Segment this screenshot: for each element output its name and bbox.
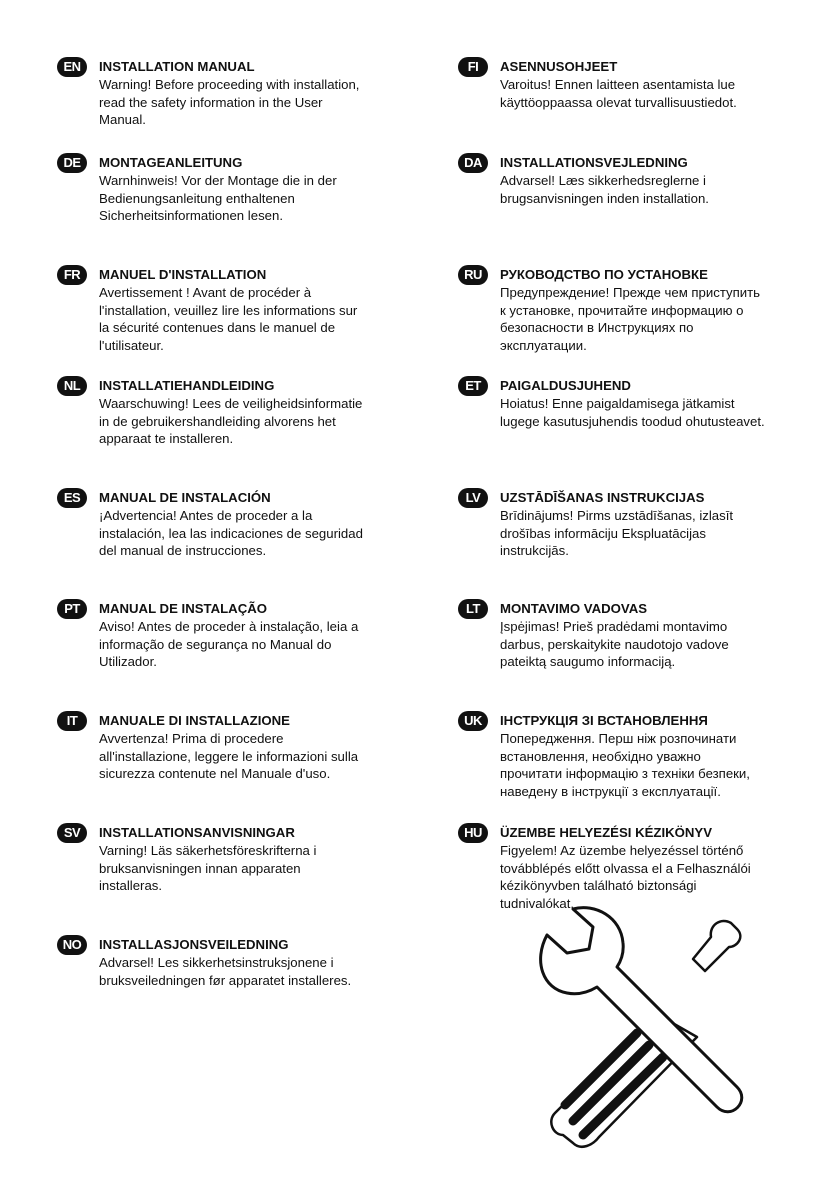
section-title: INSTALLATIEHANDLEIDING xyxy=(99,378,275,393)
section-title: INSTALLATIONSVEJLEDNING xyxy=(500,155,688,170)
section-title: ASENNUSOHJEET xyxy=(500,59,618,74)
warning-text: Varoitus! Ennen laitteen asentamista lue käyttöoppaassa olevat turvallisuustiedot. xyxy=(500,77,737,110)
warning-text: Warning! Before proceeding with installation, read the safety information in the User Manual. xyxy=(99,77,360,128)
language-text xyxy=(99,824,399,895)
warning-text: Avertissement ! Avant de procéder à l'installation, veuillez lire les informations sur la sécurité contenues dans le manuel de l'utilisateur. xyxy=(99,285,358,354)
language-text xyxy=(500,266,800,355)
section-title: MANUAL DE INSTALACIÓN xyxy=(99,490,271,505)
section-title: INSTALLATIONSANVISNINGAR xyxy=(99,825,295,840)
section-title: MANUAL DE INSTALAÇÃO xyxy=(99,601,268,616)
language-code-badge: HU xyxy=(458,823,488,843)
section-title: РУКОВОДСТВО ПО УСТАНОВКЕ xyxy=(500,267,708,282)
warning-text: Avvertenza! Prima di procedere all'installazione, leggere le informazioni sulla sicurezza contenute nel Manuale d'uso. xyxy=(99,731,359,782)
language-code-badge: NL xyxy=(57,376,87,396)
warning-text: Hoiatus! Enne paigaldamisega jätkamist lugege kasutusjuhendis toodud ohutusteavet. xyxy=(500,396,765,429)
language-code-badge: PT xyxy=(57,599,87,619)
warning-text: Waarschuwing! Lees de veiligheidsinformatie in de gebruikershandleiding alvorens het apparaat te installeren. xyxy=(99,396,363,447)
warning-text: Brīdinājums! Pirms uzstādīšanas, izlasīt drošības informāciju Ekspluatācijas instrukcijās. xyxy=(500,508,734,559)
section-title: MANUEL D'INSTALLATION xyxy=(99,267,267,282)
language-code-badge: FR xyxy=(57,265,87,285)
language-text xyxy=(99,377,399,448)
warning-text: ¡Advertencia! Antes de proceder a la instalación, lea las indicaciones de seguridad del manual de instrucciones. xyxy=(99,508,363,559)
wrench-screwdriver-icon xyxy=(525,895,790,1160)
section-title: MONTAGEANLEITUNG xyxy=(99,155,243,170)
warning-text: Varning! Läs säkerhetsföreskrifterna i bruksanvisningen innan apparaten installeras. xyxy=(99,843,317,894)
language-code-badge: IT xyxy=(57,711,87,731)
section-title: INSTALLASJONSVEILEDNING xyxy=(99,937,289,952)
language-code-badge: DE xyxy=(57,153,87,173)
language-text xyxy=(500,489,800,560)
language-code-badge: EN xyxy=(57,57,87,77)
language-code-badge: ET xyxy=(458,376,488,396)
warning-text: Advarsel! Læs sikkerhedsreglerne i brugsanvisningen inden installation. xyxy=(500,173,709,206)
language-text xyxy=(500,600,800,671)
language-code-badge: LV xyxy=(458,488,488,508)
language-text xyxy=(99,266,399,355)
language-text xyxy=(99,58,399,129)
language-text xyxy=(500,58,800,111)
language-text xyxy=(500,377,800,430)
language-code-badge: SV xyxy=(57,823,87,843)
warning-text: Įspėjimas! Prieš pradėdami montavimo darbus, perskaitykite naudotojo vadove pateiktą saugumo informaciją. xyxy=(500,619,729,670)
section-title: MONTAVIMO VADOVAS xyxy=(500,601,648,616)
section-title: INSTALLATION MANUAL xyxy=(99,59,255,74)
screwdriver-handle xyxy=(693,921,740,971)
section-title: ÜZEMBE HELYEZÉSI KÉZIKÖNYV xyxy=(500,825,713,840)
language-text xyxy=(99,936,399,989)
language-text xyxy=(99,154,399,225)
warning-text: Предупреждение! Прежде чем приступить к установке, прочитайте информацию о безопасности в Инструкциях по эксплуатации. xyxy=(500,285,761,354)
section-title: UZSTĀDĪŠANAS INSTRUKCIJAS xyxy=(500,490,705,505)
warning-text: Попередження. Перш ніж розпочинати встановлення, необхідно уважно прочитати інформацію з техніки безпеки, наведену в інструкції з експлуатації. xyxy=(500,731,750,800)
section-title: PAIGALDUSJUHEND xyxy=(500,378,631,393)
section-title: ІНСТРУКЦІЯ ЗІ ВСТАНОВЛЕННЯ xyxy=(500,713,708,728)
warning-text: Advarsel! Les sikkerhetsinstruksjonene i bruksveiledningen før apparatet installeres. xyxy=(99,955,352,988)
language-code-badge: NO xyxy=(57,935,87,955)
language-code-badge: ES xyxy=(57,488,87,508)
language-code-badge: UK xyxy=(458,711,488,731)
warning-text: Warnhinweis! Vor der Montage die in der Bedienungsanleitung enthaltenen Sicherheitsinformationen lesen. xyxy=(99,173,337,224)
warning-text: Figyelem! Az üzembe helyezéssel történő továbblépés előtt olvassa el a Felhasználói kézikönyvben található biztonsági tudnivalókat. xyxy=(500,843,751,912)
language-code-badge: FI xyxy=(458,57,488,77)
language-text xyxy=(500,712,800,801)
section-title: MANUALE DI INSTALLAZIONE xyxy=(99,713,290,728)
language-code-badge: DA xyxy=(458,153,488,173)
language-text xyxy=(99,600,399,671)
language-code-badge: LT xyxy=(458,599,488,619)
language-text xyxy=(500,154,800,207)
language-text xyxy=(99,489,399,560)
warning-text: Aviso! Antes de proceder à instalação, leia a informação de segurança no Manual do Utilizador. xyxy=(99,619,359,670)
language-text xyxy=(99,712,399,783)
language-code-badge: RU xyxy=(458,265,488,285)
